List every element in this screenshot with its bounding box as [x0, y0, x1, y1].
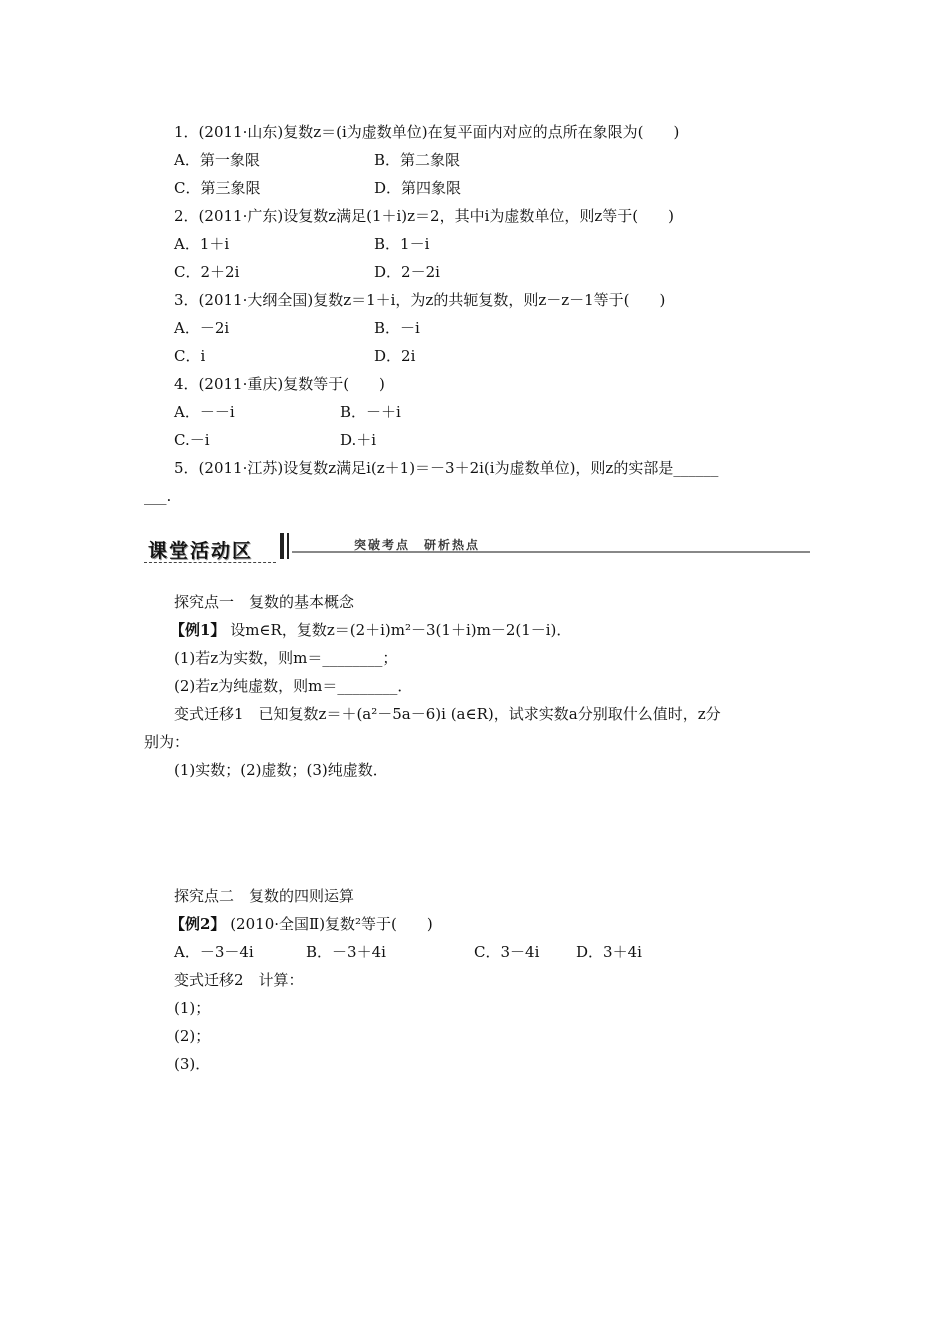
variant-2-item-1: (1)； [174, 999, 211, 1017]
section-1-heading: 探究点一 复数的基本概念 [174, 593, 355, 611]
banner-subtitle: 突破考点 研析热点 [354, 538, 481, 552]
question-2-option-c: C．2＋2i [174, 263, 240, 281]
example-1-tag: 【例1】 [170, 621, 226, 639]
variant-2-item-3: (3)． [174, 1055, 211, 1073]
variant-2-title: 变式迁移2 计算： [174, 971, 304, 989]
example-2-option-b: B．－3＋4i [306, 943, 386, 961]
question-1-option-d: D．第四象限 [374, 179, 462, 197]
question-4-stem: 4．(2011·重庆)复数等于( ) [174, 375, 385, 393]
variant-2-item-2: (2)； [174, 1027, 211, 1045]
example-2-tag: 【例2】 [170, 915, 226, 933]
banner-divider-bar [280, 533, 284, 559]
question-3-option-a: A．－2i [174, 319, 230, 337]
section-banner [142, 530, 810, 570]
question-3-stem: 3．(2011·大纲全国)复数z＝1＋i，为z的共轭复数，则z－z－1等于( ) [174, 291, 666, 309]
variant-1-line-1: 变式迁移1 已知复数z＝＋(a²－5a－6)i (a∈R)，试求实数a分别取什么值时，z分 [174, 705, 721, 723]
question-4-option-d: D.＋i [340, 431, 377, 449]
variant-1-parts: (1)实数；(2)虚数；(3)纯虚数． [174, 761, 388, 779]
question-5-tail: ___. [144, 487, 172, 505]
question-4-option-a: A．－－i [174, 403, 235, 421]
question-5-stem: 5．(2011·江苏)设复数z满足i(z＋1)＝－3＋2i(i为虚数单位)，则z的实部是______ [174, 459, 719, 477]
question-2-option-b: B．1－i [374, 235, 430, 253]
example-1-part-1: (1)若z为实数，则m＝________； [174, 649, 398, 667]
question-3-option-d: D．2i [374, 347, 416, 365]
question-4-option-c: C.－i [174, 431, 210, 449]
question-2-stem: 2．(2011·广东)设复数z满足(1＋i)z＝2，其中i为虚数单位，则z等于( ) [174, 207, 674, 225]
example-1-part-2: (2)若z为纯虚数，则m＝________． [174, 677, 413, 695]
question-1-option-c: C．第三象限 [174, 179, 261, 197]
question-2-option-a: A．1＋i [174, 235, 230, 253]
example-2-option-c: C．3－4i [474, 943, 540, 961]
question-1-option-b: B．第二象限 [374, 151, 461, 169]
example-2-text: (2010·全国Ⅱ)复数²等于( ) [225, 915, 433, 933]
question-3-option-b: B．－i [374, 319, 420, 337]
example-2 [170, 914, 433, 934]
banner-title: 课堂活动区 [148, 540, 254, 562]
question-1-stem: 1．(2011·山东)复数z＝(i为虚数单位)在复平面内对应的点所在象限为( ) [174, 123, 680, 141]
question-4-option-b: B．－＋i [340, 403, 401, 421]
example-1-text: 设m∈R，复数z＝(2＋i)m²－3(1＋i)m－2(1－i)． [225, 621, 572, 639]
example-1 [170, 620, 571, 640]
question-3-option-c: C．i [174, 347, 206, 365]
section-2-heading: 探究点二 复数的四则运算 [174, 887, 355, 905]
banner-dashed-underline [144, 562, 276, 563]
question-2-option-d: D．2－2i [374, 263, 440, 281]
example-2-option-a: A．－3－4i [174, 943, 254, 961]
example-2-option-d: D．3＋4i [576, 943, 642, 961]
banner-divider-bar-thin [287, 533, 289, 559]
variant-1-line-2: 别为： [144, 733, 190, 751]
question-1-option-a: A．第一象限 [174, 151, 260, 169]
